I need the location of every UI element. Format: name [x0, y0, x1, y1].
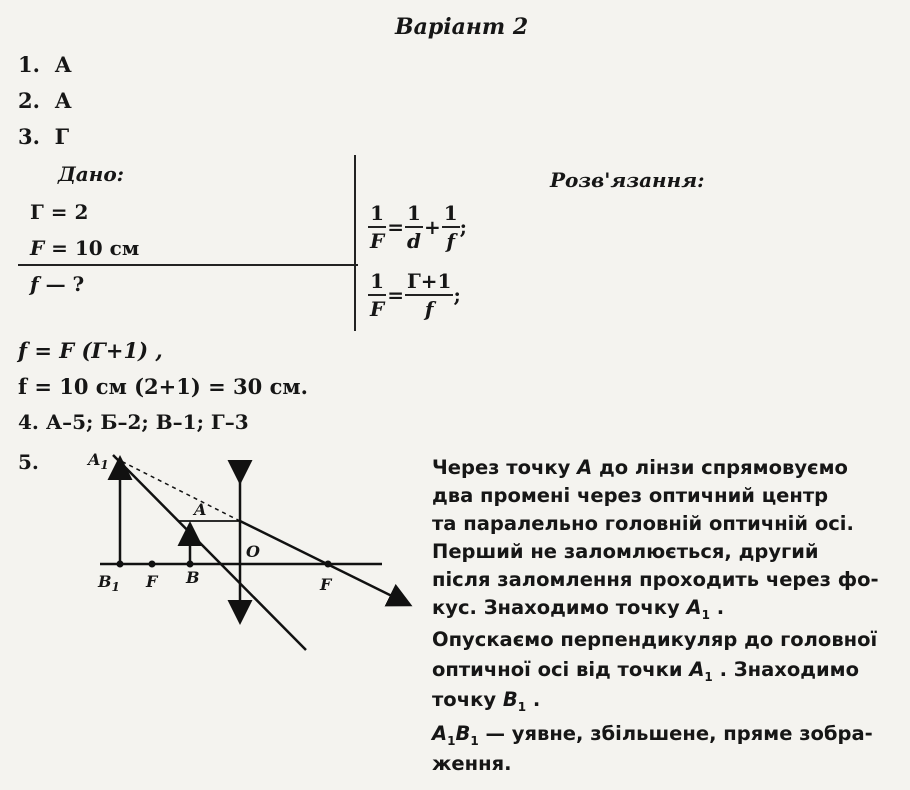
- explanation-line-4: Перший не заломлюється, другий: [432, 540, 819, 563]
- explanation-line-7: Опускаємо перпендикуляр до головної: [432, 628, 878, 651]
- magnification-formula: $\frac{1}{F}$ = $\frac{Г+1}{f}$ ;: [370, 269, 461, 321]
- label-o: O: [246, 542, 260, 561]
- answer-2: 2. А: [18, 88, 72, 113]
- given-heading: Дано:: [58, 162, 125, 186]
- explanation-line-1: Через точку A до лінзи спрямовуємо: [432, 456, 848, 479]
- point-f-right: [325, 561, 332, 568]
- answer-3: 3. Г: [18, 124, 70, 149]
- label-b: B: [186, 568, 200, 587]
- explanation-line-9: точку $B_1$ .: [432, 688, 541, 714]
- result-value: f = 10 см (2+1) = 30 см.: [18, 374, 308, 399]
- explanation-line-11: ження.: [432, 752, 512, 775]
- label-a1: $A_1$: [88, 450, 109, 473]
- answer-4: 4. А–5; Б–2; В–1; Г–3: [18, 410, 249, 434]
- ray-through-center: [113, 455, 306, 650]
- given-focal-length: F = 10 см: [30, 236, 140, 260]
- variant-title: Варіант 2: [395, 14, 529, 40]
- answer-1: 1. А: [18, 52, 72, 77]
- answer-5: 5.: [18, 450, 39, 474]
- find-distance: f — ?: [30, 272, 85, 296]
- explanation-line-5: після заломлення проходить через фо-: [432, 568, 879, 591]
- label-a: A: [194, 500, 207, 519]
- solution-heading: Розв'язання:: [550, 168, 705, 192]
- explanation-line-2: два промені через оптичний центр: [432, 484, 829, 507]
- point-f-left: [149, 561, 156, 568]
- explanation-line-8: оптичної осі від точки $A_1$ . Знаходимо: [432, 658, 859, 684]
- label-b1: $B_1$: [98, 572, 120, 595]
- explanation-line-6: кус. Знаходимо точку $A_1$ .: [432, 596, 725, 622]
- lens-formula: $\frac{1}{F}$ = $\frac{1}{d}$ + $\frac{1}{f}$ ;: [370, 201, 468, 253]
- explanation-line-10: $A_1B_1$ — уявне, збільшене, пряме зобра-: [432, 722, 873, 748]
- point-b: [187, 561, 194, 568]
- ray-extension-dashed: [115, 458, 240, 521]
- point-b1: [117, 561, 124, 568]
- explanation-line-3: та паралельно головній оптичній осі.: [432, 512, 854, 535]
- result-formula: f = F (Г+1) ,: [18, 338, 163, 363]
- label-f-right: F: [320, 575, 332, 594]
- label-f-left: F: [146, 572, 158, 591]
- given-magnification: Г = 2: [30, 200, 89, 224]
